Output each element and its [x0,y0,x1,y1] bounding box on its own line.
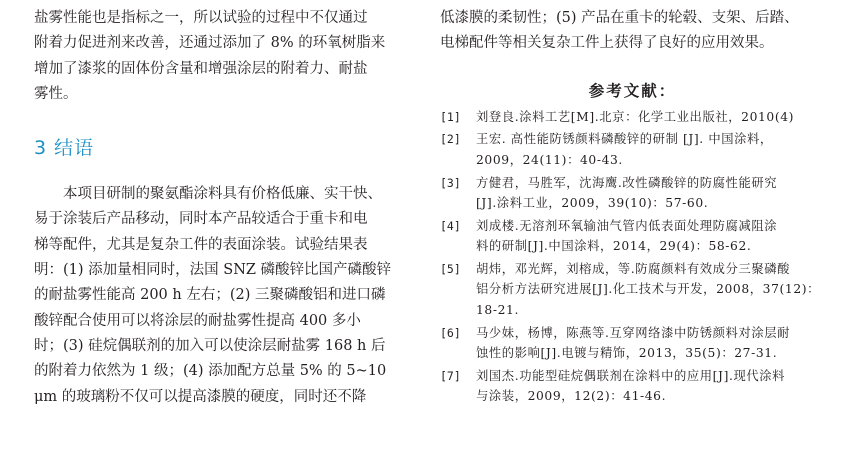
reference-text [476,107,825,127]
left-column [34,6,414,410]
reference-item [440,173,825,214]
reference-item [440,323,825,364]
reference-number: [6] [440,325,461,340]
continuation-paragraph [440,6,825,57]
reference-line: 与涂装，2009，12(2)：41-46. [476,389,667,404]
text-line: 本项目研制的聚氨酯涂料具有价格低廉、实干快、 [63,186,382,203]
text-line: 雾性。 [34,85,78,102]
reference-text [476,173,825,214]
reference-list [440,107,825,407]
reference-text [476,323,825,364]
reference-line: 胡炜，邓光辉，刘榕成，等.防腐颜料有效成分三聚磷酸 [476,262,791,277]
reference-number: [5] [440,262,461,277]
references-title: 参考文献： [588,81,677,100]
text-line: 附着力促进剂来改善，还通过添加了 8% 的环氧树脂来 [34,35,386,52]
text-line: 时；(3) 硅烷偶联剂的加入可以使涂层耐盐雾 168 h 后 [34,337,386,354]
reference-line: [J].涂料工业，2009，39(10)：57-60. [476,195,709,210]
text-line: 低漆膜的柔韧性；(5) 产品在重卡的轮毂、支架、后踏、 [440,10,799,26]
reference-line: 2009，24(11)：40-43. [476,152,623,167]
text-line: 的耐盐雾性能高 200 h 左右；(2) 三聚磷酸铝和进口磷 [34,287,386,304]
reference-number: [4] [440,218,461,233]
reference-item [440,366,825,407]
text-line: 明：(1) 添加量相同时，法国 SNZ 磷酸锌比国产磷酸锌 [34,262,392,279]
reference-item [440,129,825,170]
reference-number: [7] [440,368,461,383]
conclusion-paragraph [34,182,414,410]
reference-item [440,216,825,257]
text-line: 的附着力依然为 1 级；(4) 添加配方总量 5% 的 5~10 [34,363,387,380]
reference-line: 马少妹，杨博，陈燕等.互穿网络漆中防锈颜料对涂层耐 [476,325,791,340]
reference-text [476,129,825,170]
reference-number: [2] [440,132,461,147]
text-line: 增加了漆浆的固体份含量和增强涂层的附着力、耐盐 [34,60,368,77]
reference-line: 刘国杰.功能型硅烷偶联剂在涂料中的应用[J].现代涂料 [476,368,786,383]
text-line: μm 的玻璃粉不仅可以提高漆膜的硬度，同时还不降 [34,388,367,405]
reference-text [476,216,825,257]
reference-line: 铝分析方法研究进展[J].化工技术与开发，2008，37(12)： [476,282,821,297]
text-line: 电梯配件等相关复杂工件上获得了良好的应用效果。 [440,35,774,52]
reference-text [476,259,825,320]
text-line: 梯等配件，尤其是复杂工件的表面涂装。试验结果表 [34,236,368,253]
right-column [440,6,825,409]
text-line: 盐雾性能也是指标之一，所以试验的过程中不仅通过 [34,10,368,26]
text-line: 酸锌配合使用可以将涂层的耐盐雾性提高 400 多小 [34,312,361,329]
reference-item [440,107,825,127]
text-line: 易于涂装后产品移动，同时本产品较适合于重卡和电 [34,211,368,228]
reference-number: [1] [440,109,461,124]
reference-line: 方健君，马胜军，沈海鹰.改性磷酸锌的防腐性能研究 [476,175,778,190]
section-heading-conclusion: 3 结语 [34,137,95,160]
intro-paragraph [34,6,414,107]
reference-line: 王宏. 高性能防锈颜料磷酸锌的研制 [J]. 中国涂料， [476,132,773,147]
reference-item [440,259,825,320]
reference-line: 刘成楼.无溶剂环氧输油气管内低表面处理防腐减阻涂 [476,218,778,233]
reference-line: 18-21. [476,302,519,317]
reference-line: 料的研制[J].中国涂料，2014，29(4)：58-62. [476,239,752,254]
reference-line: 蚀性的影响[J].电镀与精饰，2013，35(5)：27-31. [476,345,778,360]
reference-number: [3] [440,175,461,190]
reference-text [476,366,825,407]
reference-line: 刘登良.涂料工艺[M].北京：化学工业出版社，2010(4) [476,109,795,124]
